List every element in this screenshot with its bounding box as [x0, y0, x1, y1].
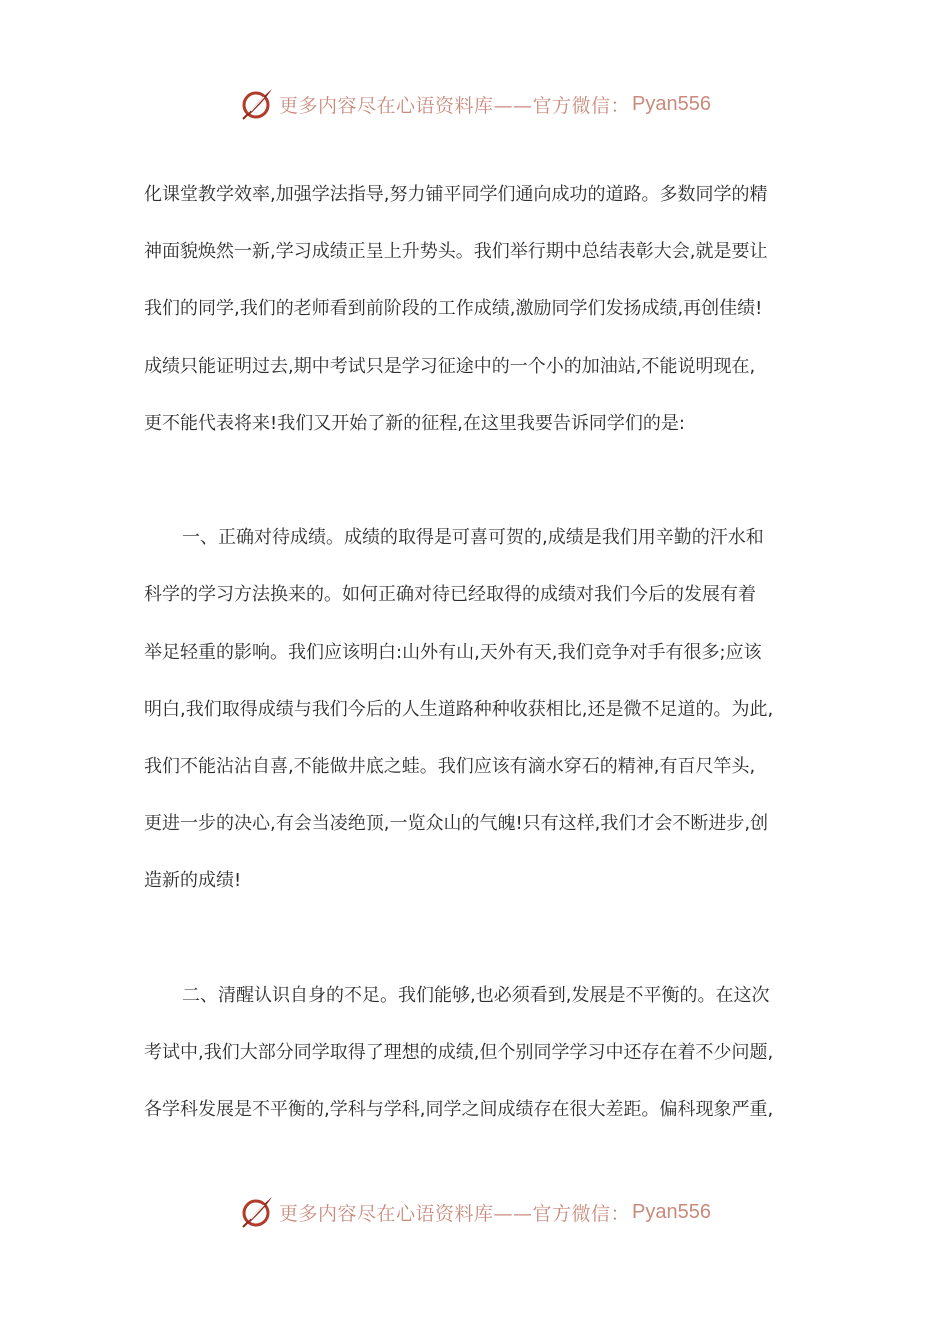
text-line: 神面貌焕然一新,学习成绩正呈上升势头。我们举行期中总结表彰大会,就是要让: [144, 241, 768, 263]
banner-slogan: 更多内容尽在心语资料库——官方微信：: [279, 94, 631, 117]
header-banner: [0, 82, 950, 126]
banner-wechat-id: Pyan556: [632, 1200, 711, 1223]
text-line: 成绩只能证明过去,期中考试只是学习征途中的一个小的加油站,不能说明现在,: [144, 355, 756, 377]
paragraph-section-two: [144, 967, 814, 1139]
paragraph-continuation: [144, 166, 814, 452]
text-line: 举足轻重的影响。我们应该明白:山外有山,天外有天,我们竞争对手有很多;应该: [144, 641, 762, 663]
paragraph-gap: [144, 909, 814, 966]
text-line: 二、清醒认识自身的不足。我们能够,也必须看到,发展是不平衡的。在这次: [182, 984, 770, 1006]
text-line: 明白,我们取得成绩与我们今后的人生道路种种收获相比,还是微不足道的。为此,: [144, 698, 774, 720]
text-line: 各学科发展是不平衡的,学科与学科,同学之间成绩存在很大差距。偏科现象严重,: [144, 1099, 774, 1120]
quill-logo-icon: [239, 86, 275, 122]
banner-slogan: 更多内容尽在心语资料库——官方微信：: [279, 1202, 631, 1225]
text-line: 化课堂教学效率,加强学法指导,努力铺平同学们通向成功的道路。多数同学的精: [144, 184, 768, 205]
document-body: [144, 166, 814, 1138]
banner-wechat-id: Pyan556: [632, 92, 711, 115]
text-line: 更不能代表将来!我们又开始了新的征程,在这里我要告诉同学们的是:: [144, 412, 685, 434]
text-line: 我们的同学,我们的老师看到前阶段的工作成绩,激励同学们发扬成绩,再创佳绩!: [144, 298, 763, 320]
text-line: 我们不能沾沾自喜,不能做井底之蛙。我们应该有滴水穿石的精神,有百尺竿头,: [144, 755, 756, 777]
text-line: 造新的成绩!: [144, 870, 242, 892]
quill-logo-icon: [239, 1194, 275, 1230]
text-line: 科学的学习方法换来的。如何正确对待已经取得的成绩对我们今后的发展有着: [144, 584, 756, 606]
paragraph-gap: [144, 452, 814, 509]
text-line: 更进一步的决心,有会当凌绝顶,一览众山的气魄!只有这样,我们才会不断进步,创: [144, 813, 769, 835]
text-line: 一、正确对待成绩。成绩的取得是可喜可贺的,成绩是我们用辛勤的汗水和: [182, 527, 764, 549]
paragraph-section-one: [144, 509, 814, 909]
text-line: 考试中,我们大部分同学取得了理想的成绩,但个别同学学习中还存在着不少问题,: [144, 1041, 774, 1063]
footer-banner: [0, 1190, 950, 1234]
